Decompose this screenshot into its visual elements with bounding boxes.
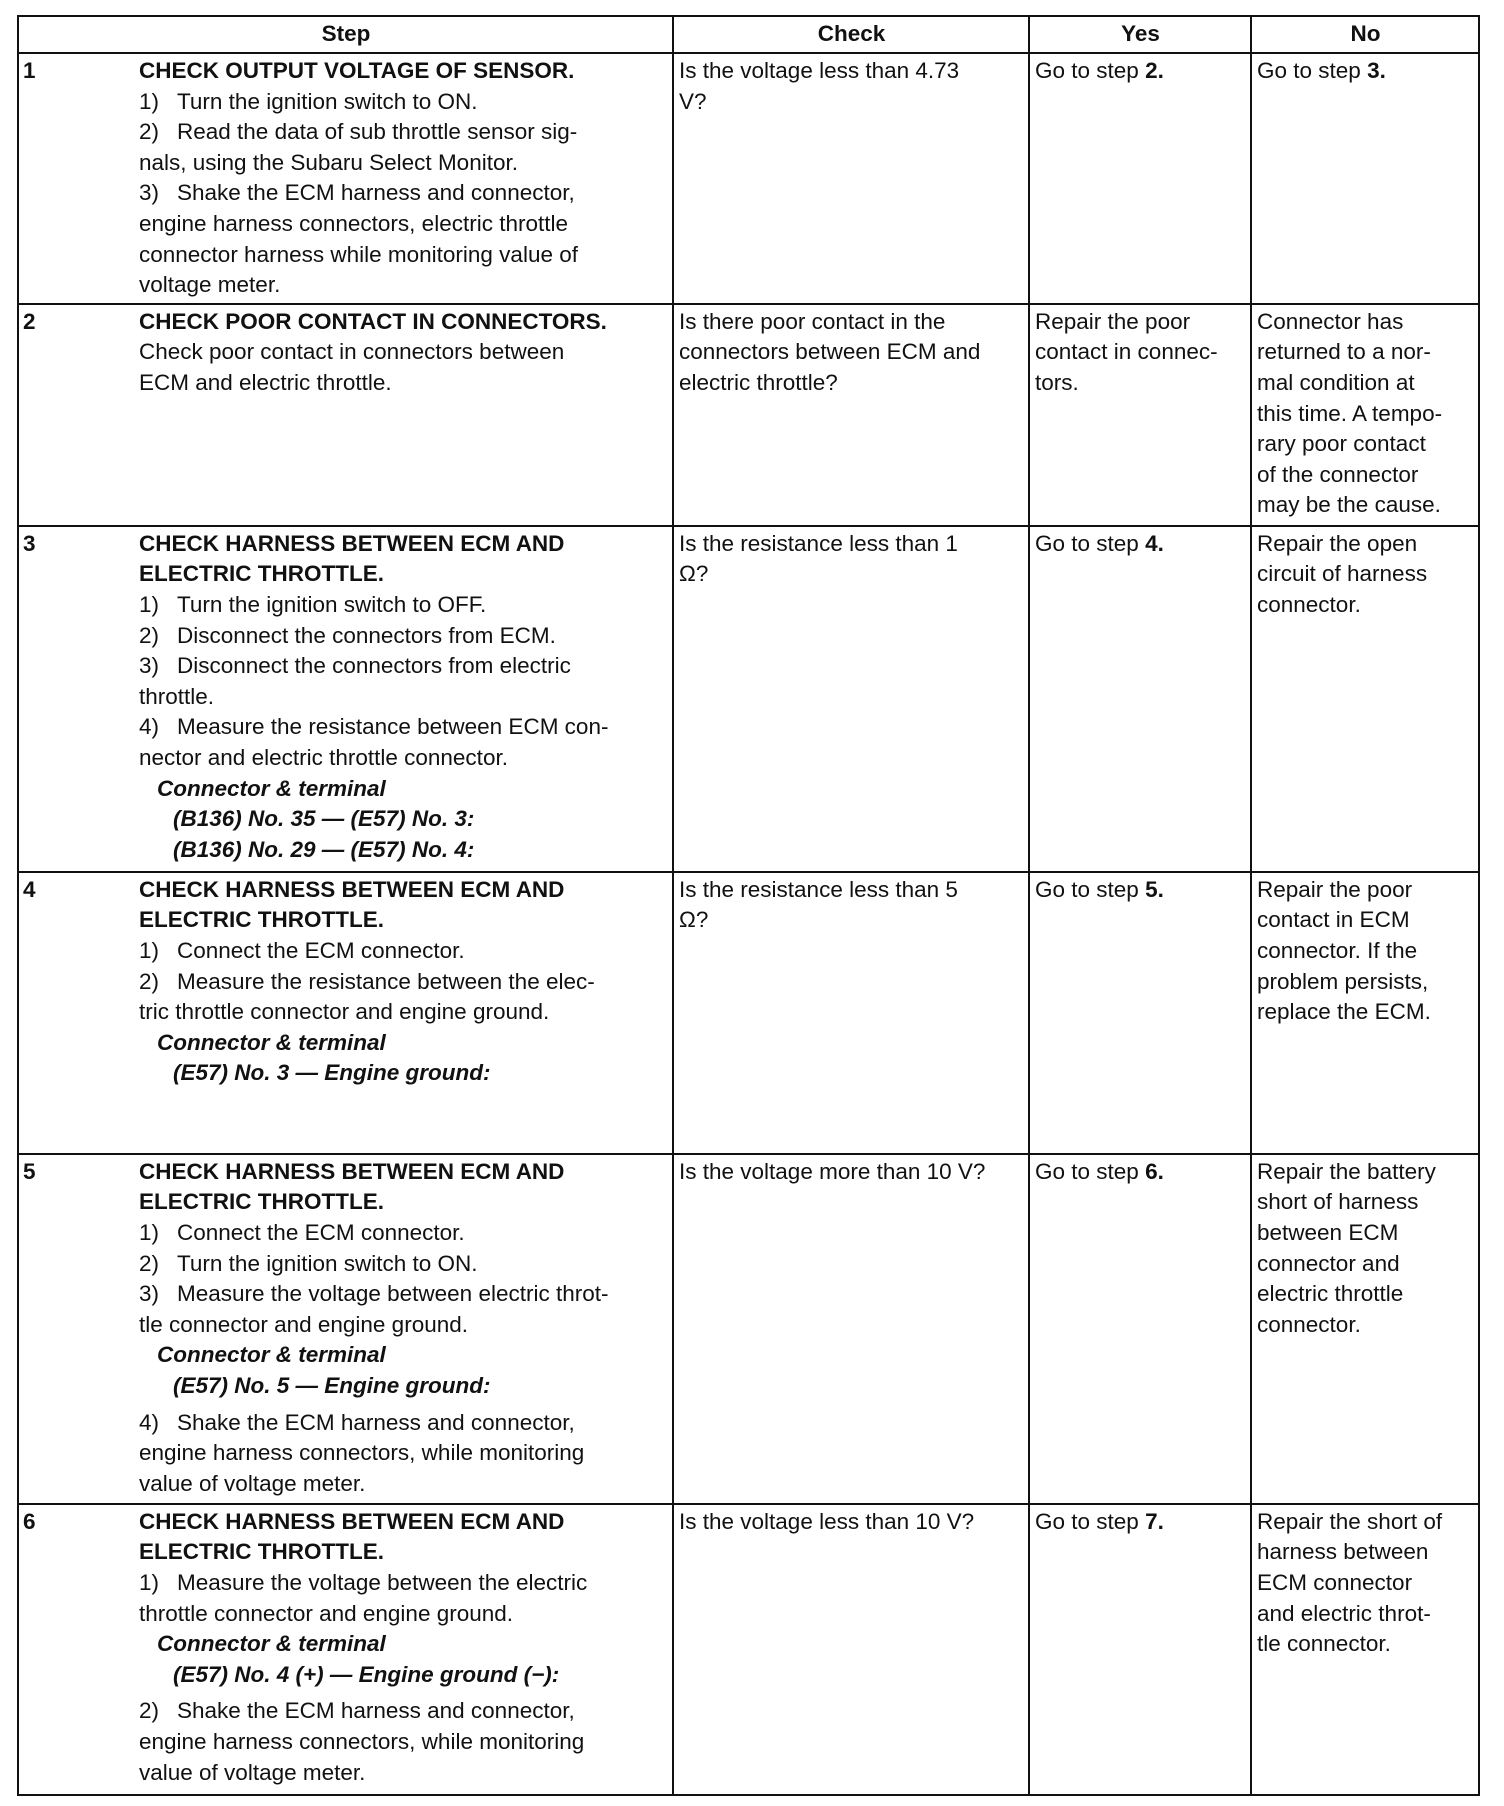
check-cell: Is the resistance less than 5 Ω? [673,872,1029,1154]
step-cell [18,526,673,872]
check-cell: Is the voltage less than 10 V? [673,1504,1029,1795]
yes-cell: Go to step 7. [1029,1504,1251,1795]
check-cell: Is the voltage more than 10 V? [673,1154,1029,1504]
connector-terminal-label: Connector & terminal [157,1029,386,1055]
step-text-line: engine harness connectors, electric throttle [139,210,568,236]
step-instruction: 2) Shake the ECM harness and connector, [139,1698,575,1724]
no-cell: Go to step 3. [1251,53,1479,304]
step-title: CHECK HARNESS BETWEEN ECM AND [139,1158,565,1184]
step-instruction: 2) Read the data of sub throttle sensor sig- [139,119,578,145]
step-text-line: value of voltage meter. [139,1470,366,1496]
step-text-line: tric throttle connector and engine ground. [139,999,550,1025]
connector-terminal-spec: (B136) No. 35 — (E57) No. 3: [173,806,475,832]
connector-terminal-spec: (B136) No. 29 — (E57) No. 4: [173,836,475,862]
table-row [18,1154,1479,1504]
step-instruction: 1) Connect the ECM connector. [139,1219,465,1245]
connector-terminal-spec: (E57) No. 4 (+) — Engine ground (−): [173,1661,560,1687]
table-row [18,872,1479,1154]
check-cell: Is there poor contact in the connectors between ECM and electric throttle? [673,304,1029,526]
step-text-line: nals, using the Subaru Select Monitor. [139,149,518,175]
step-instruction: 4) Measure the resistance between ECM con- [139,714,609,740]
step-cell [18,304,673,526]
step-instruction: 1) Connect the ECM connector. [139,937,465,963]
no-cell: Repair the short of harness between ECM connector and electric throt- tle connector. [1251,1504,1479,1795]
step-cell [18,1504,673,1795]
step-text-line: Check poor contact in connectors between [139,339,565,365]
step-text-line: connector harness while monitoring value of [139,241,578,267]
step-text-line: nector and electric throttle connector. [139,744,508,770]
table-row [18,53,1479,304]
step-title: ELECTRIC THROTTLE. [139,1539,384,1565]
table-row [18,304,1479,526]
step-cell [18,53,673,304]
step-text-line: value of voltage meter. [139,1759,366,1785]
step-title: CHECK HARNESS BETWEEN ECM AND [139,876,565,902]
step-instruction: 3) Measure the voltage between electric throt- [139,1281,609,1307]
header-yes: Yes [1029,16,1251,53]
step-text-line: voltage meter. [139,272,281,298]
step-title: ELECTRIC THROTTLE. [139,561,384,587]
step-title: CHECK OUTPUT VOLTAGE OF SENSOR. [139,58,575,83]
step-text-line: engine harness connectors, while monitoring [139,1728,585,1754]
step-number: 1 [23,58,36,83]
table-header [18,16,1479,53]
header-check: Check [673,16,1029,53]
goto-step-ref: 4. [1145,530,1164,556]
yes-cell: Go to step 5. [1029,872,1251,1154]
step-cell [18,872,673,1154]
step-instruction: 2) Disconnect the connectors from ECM. [139,622,556,648]
step-instruction: 3) Shake the ECM harness and connector, [139,180,575,206]
no-cell: Connector has returned to a nor- mal condition at this time. A tempo- rary poor contact of the connector may be the cause. [1251,304,1479,526]
goto-step-ref: 3. [1367,58,1386,83]
step-number: 5 [23,1158,36,1184]
step-instruction: 3) Disconnect the connectors from electric [139,653,571,679]
yes-cell: Go to step 6. [1029,1154,1251,1504]
table-row [18,1504,1479,1795]
diagnostic-page [17,15,1478,1801]
step-title: ELECTRIC THROTTLE. [139,1189,384,1215]
step-text-line: ECM and electric throttle. [139,369,392,395]
header-step: Step [18,16,673,53]
yes-cell: Go to step 2. [1029,53,1251,304]
step-cell [18,1154,673,1504]
step-instruction: 4) Shake the ECM harness and connector, [139,1409,575,1435]
header-row [18,16,1479,53]
step-title: CHECK HARNESS BETWEEN ECM AND [139,530,565,556]
step-text-line: engine harness connectors, while monitoring [139,1440,585,1466]
step-instruction: 1) Turn the ignition switch to OFF. [139,591,487,617]
step-instruction: 1) Measure the voltage between the electric [139,1569,588,1595]
goto-step-ref: 6. [1145,1158,1164,1184]
step-title: ELECTRIC THROTTLE. [139,907,384,933]
connector-terminal-spec: (E57) No. 3 — Engine ground: [173,1060,491,1086]
step-text-line: throttle connector and engine ground. [139,1600,514,1626]
yes-cell: Go to step 4. [1029,526,1251,872]
connector-terminal-spec: (E57) No. 5 — Engine ground: [173,1372,491,1398]
step-text-line: throttle. [139,683,215,709]
step-instruction: 2) Measure the resistance between the elec- [139,968,595,994]
check-cell: Is the resistance less than 1 Ω? [673,526,1029,872]
no-cell: Repair the poor contact in ECM connector. If the problem persists, replace the ECM. [1251,872,1479,1154]
connector-terminal-label: Connector & terminal [157,775,386,801]
step-title: CHECK HARNESS BETWEEN ECM AND [139,1508,565,1534]
step-number: 4 [23,876,36,902]
no-cell: Repair the battery short of harness between ECM connector and electric throttle connector. [1251,1154,1479,1504]
step-text-line: tle connector and engine ground. [139,1311,468,1337]
goto-step-ref: 7. [1145,1508,1164,1534]
step-number: 3 [23,530,36,556]
goto-step-ref: 2. [1145,58,1164,83]
step-instruction: 1) Turn the ignition switch to ON. [139,88,478,114]
connector-terminal-label: Connector & terminal [157,1631,386,1657]
step-number: 2 [23,308,36,334]
connector-terminal-label: Connector & terminal [157,1342,386,1368]
step-instruction: 2) Turn the ignition switch to ON. [139,1250,478,1276]
step-title: CHECK POOR CONTACT IN CONNECTORS. [139,308,607,334]
table-row [18,526,1479,872]
no-cell: Repair the open circuit of harness connector. [1251,526,1479,872]
step-number: 6 [23,1508,36,1534]
yes-cell: Repair the poor contact in connec- tors. [1029,304,1251,526]
goto-step-ref: 5. [1145,876,1164,902]
diagnostic-table [17,15,1480,1796]
check-cell: Is the voltage less than 4.73 V? [673,53,1029,304]
header-no: No [1251,16,1479,53]
